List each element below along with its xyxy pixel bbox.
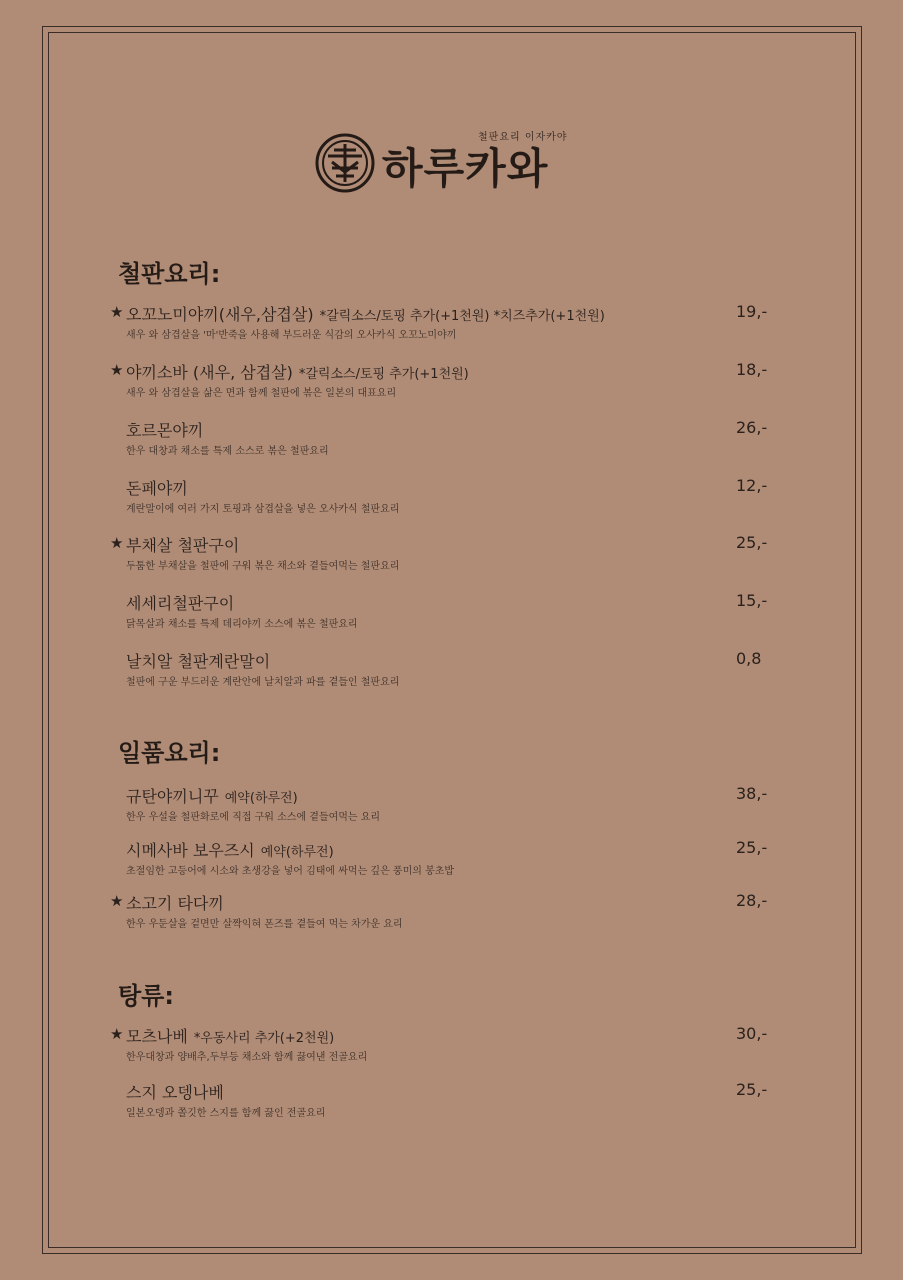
- section-title: 일품요리:: [118, 739, 221, 767]
- menu-item: [110, 838, 780, 877]
- item-price: 30,-: [736, 1024, 768, 1043]
- section-title: 철판요리:: [118, 260, 221, 288]
- section-title: 탕류:: [118, 982, 174, 1010]
- menu-item: [110, 1024, 780, 1063]
- item-description: 두툼한 부채살을 철판에 구워 볶은 채소와 곁들여먹는 철판요리: [126, 561, 400, 572]
- menu-item: [110, 591, 780, 630]
- menu-border-inner: [48, 32, 856, 1248]
- item-price: 28,-: [736, 891, 768, 910]
- menu-item: [110, 891, 780, 930]
- item-note: 예약(하루전): [260, 845, 334, 860]
- logo-title: 하루카와: [382, 144, 549, 193]
- menu-item: [110, 649, 780, 688]
- menu-item: [110, 784, 780, 823]
- item-description: 한우 대창과 채소를 특제 소스로 볶은 철판요리: [126, 446, 329, 457]
- item-description: 일본오뎅과 쫄깃한 스지를 함께 끓인 전골요리: [126, 1108, 326, 1119]
- logo-emblem-icon: [314, 132, 376, 194]
- item-price: 25,-: [736, 838, 768, 857]
- item-price: 18,-: [736, 360, 768, 379]
- item-name: 소고기 타다끼: [126, 894, 224, 913]
- item-name: 세세리철판구이: [126, 594, 235, 613]
- star-icon: ★: [110, 534, 124, 552]
- item-note: *갈릭소스/토핑 추가(+1천원): [298, 367, 469, 382]
- item-description: 한우 우설을 철판화로에 직접 구워 소스에 곁들여먹는 요리: [126, 812, 381, 823]
- item-note: *우동사리 추가(+2천원): [193, 1031, 335, 1046]
- item-description: 초절임한 고등어에 시소와 초생강을 넣어 김태에 싸먹는 깊은 풍미의 봉초밥: [126, 866, 455, 877]
- item-price: 26,-: [736, 418, 768, 437]
- item-description: 계란말이에 여러 가지 토핑과 삼겹살을 넣은 오사카식 철판요리: [126, 504, 400, 515]
- menu-item: [110, 302, 780, 341]
- menu-item: [110, 476, 780, 515]
- item-name: 규탄야끼니꾸 예약(하루전): [126, 787, 298, 806]
- logo-subtitle: 철판요리 이자카야: [478, 132, 568, 143]
- menu-item: [110, 1080, 780, 1119]
- item-name: 모츠나베 *우동사리 추가(+2천원): [126, 1027, 335, 1046]
- item-description: 한우 우둔살을 겉면만 살짝익혀 폰즈를 곁들여 먹는 차가운 요리: [126, 919, 403, 930]
- item-description: 철판에 구운 부드러운 계란안에 날치알과 파를 곁들인 철판요리: [126, 677, 400, 688]
- item-price: 25,-: [736, 1080, 768, 1099]
- star-icon: ★: [110, 303, 124, 321]
- star-icon: ★: [110, 1025, 124, 1043]
- menu-item: [110, 360, 780, 399]
- item-name: 야끼소바 (새우, 삼겹살) *갈릭소스/토핑 추가(+1천원): [126, 363, 469, 382]
- star-icon: ★: [110, 361, 124, 379]
- item-name: 날치알 철판계란말이: [126, 652, 271, 671]
- item-name: 시메사바 보우즈시 예약(하루전): [126, 841, 334, 860]
- item-description: 닭목살과 채소를 특제 데리야끼 소스에 볶은 철판요리: [126, 619, 358, 630]
- menu-header: [314, 124, 594, 196]
- item-price: 12,-: [736, 476, 768, 495]
- menu-item: [110, 418, 780, 457]
- item-note: *갈릭소스/토핑 추가(+1천원) *치즈추가(+1천원): [319, 309, 605, 324]
- item-description: 새우 와 삼겹살을 '마'반죽을 사용해 부드러운 식감의 오사카식 오꼬노미야끼: [126, 330, 457, 341]
- menu-item: [110, 533, 780, 572]
- item-price: 38,-: [736, 784, 768, 803]
- item-note: 예약(하루전): [224, 791, 298, 806]
- item-name: 호르몬야끼: [126, 421, 204, 440]
- item-price: 15,-: [736, 591, 768, 610]
- item-price: 25,-: [736, 533, 768, 552]
- item-price: 0,8: [736, 649, 762, 668]
- item-description: 한우대창과 양배추,두부등 채소와 함께 끓여낸 전골요리: [126, 1052, 368, 1063]
- item-name: 부채살 철판구이: [126, 536, 240, 555]
- item-name: 스지 오뎅나베: [126, 1083, 224, 1102]
- star-icon: ★: [110, 892, 124, 910]
- item-name: 돈페야끼: [126, 479, 188, 498]
- item-price: 19,-: [736, 302, 768, 321]
- item-name: 오꼬노미야끼(새우,삼겹살) *갈릭소스/토핑 추가(+1천원) *치즈추가(+1천원): [126, 305, 605, 324]
- item-description: 새우 와 삼겹살을 삶은 면과 함께 철판에 볶은 일본의 대표요리: [126, 388, 397, 399]
